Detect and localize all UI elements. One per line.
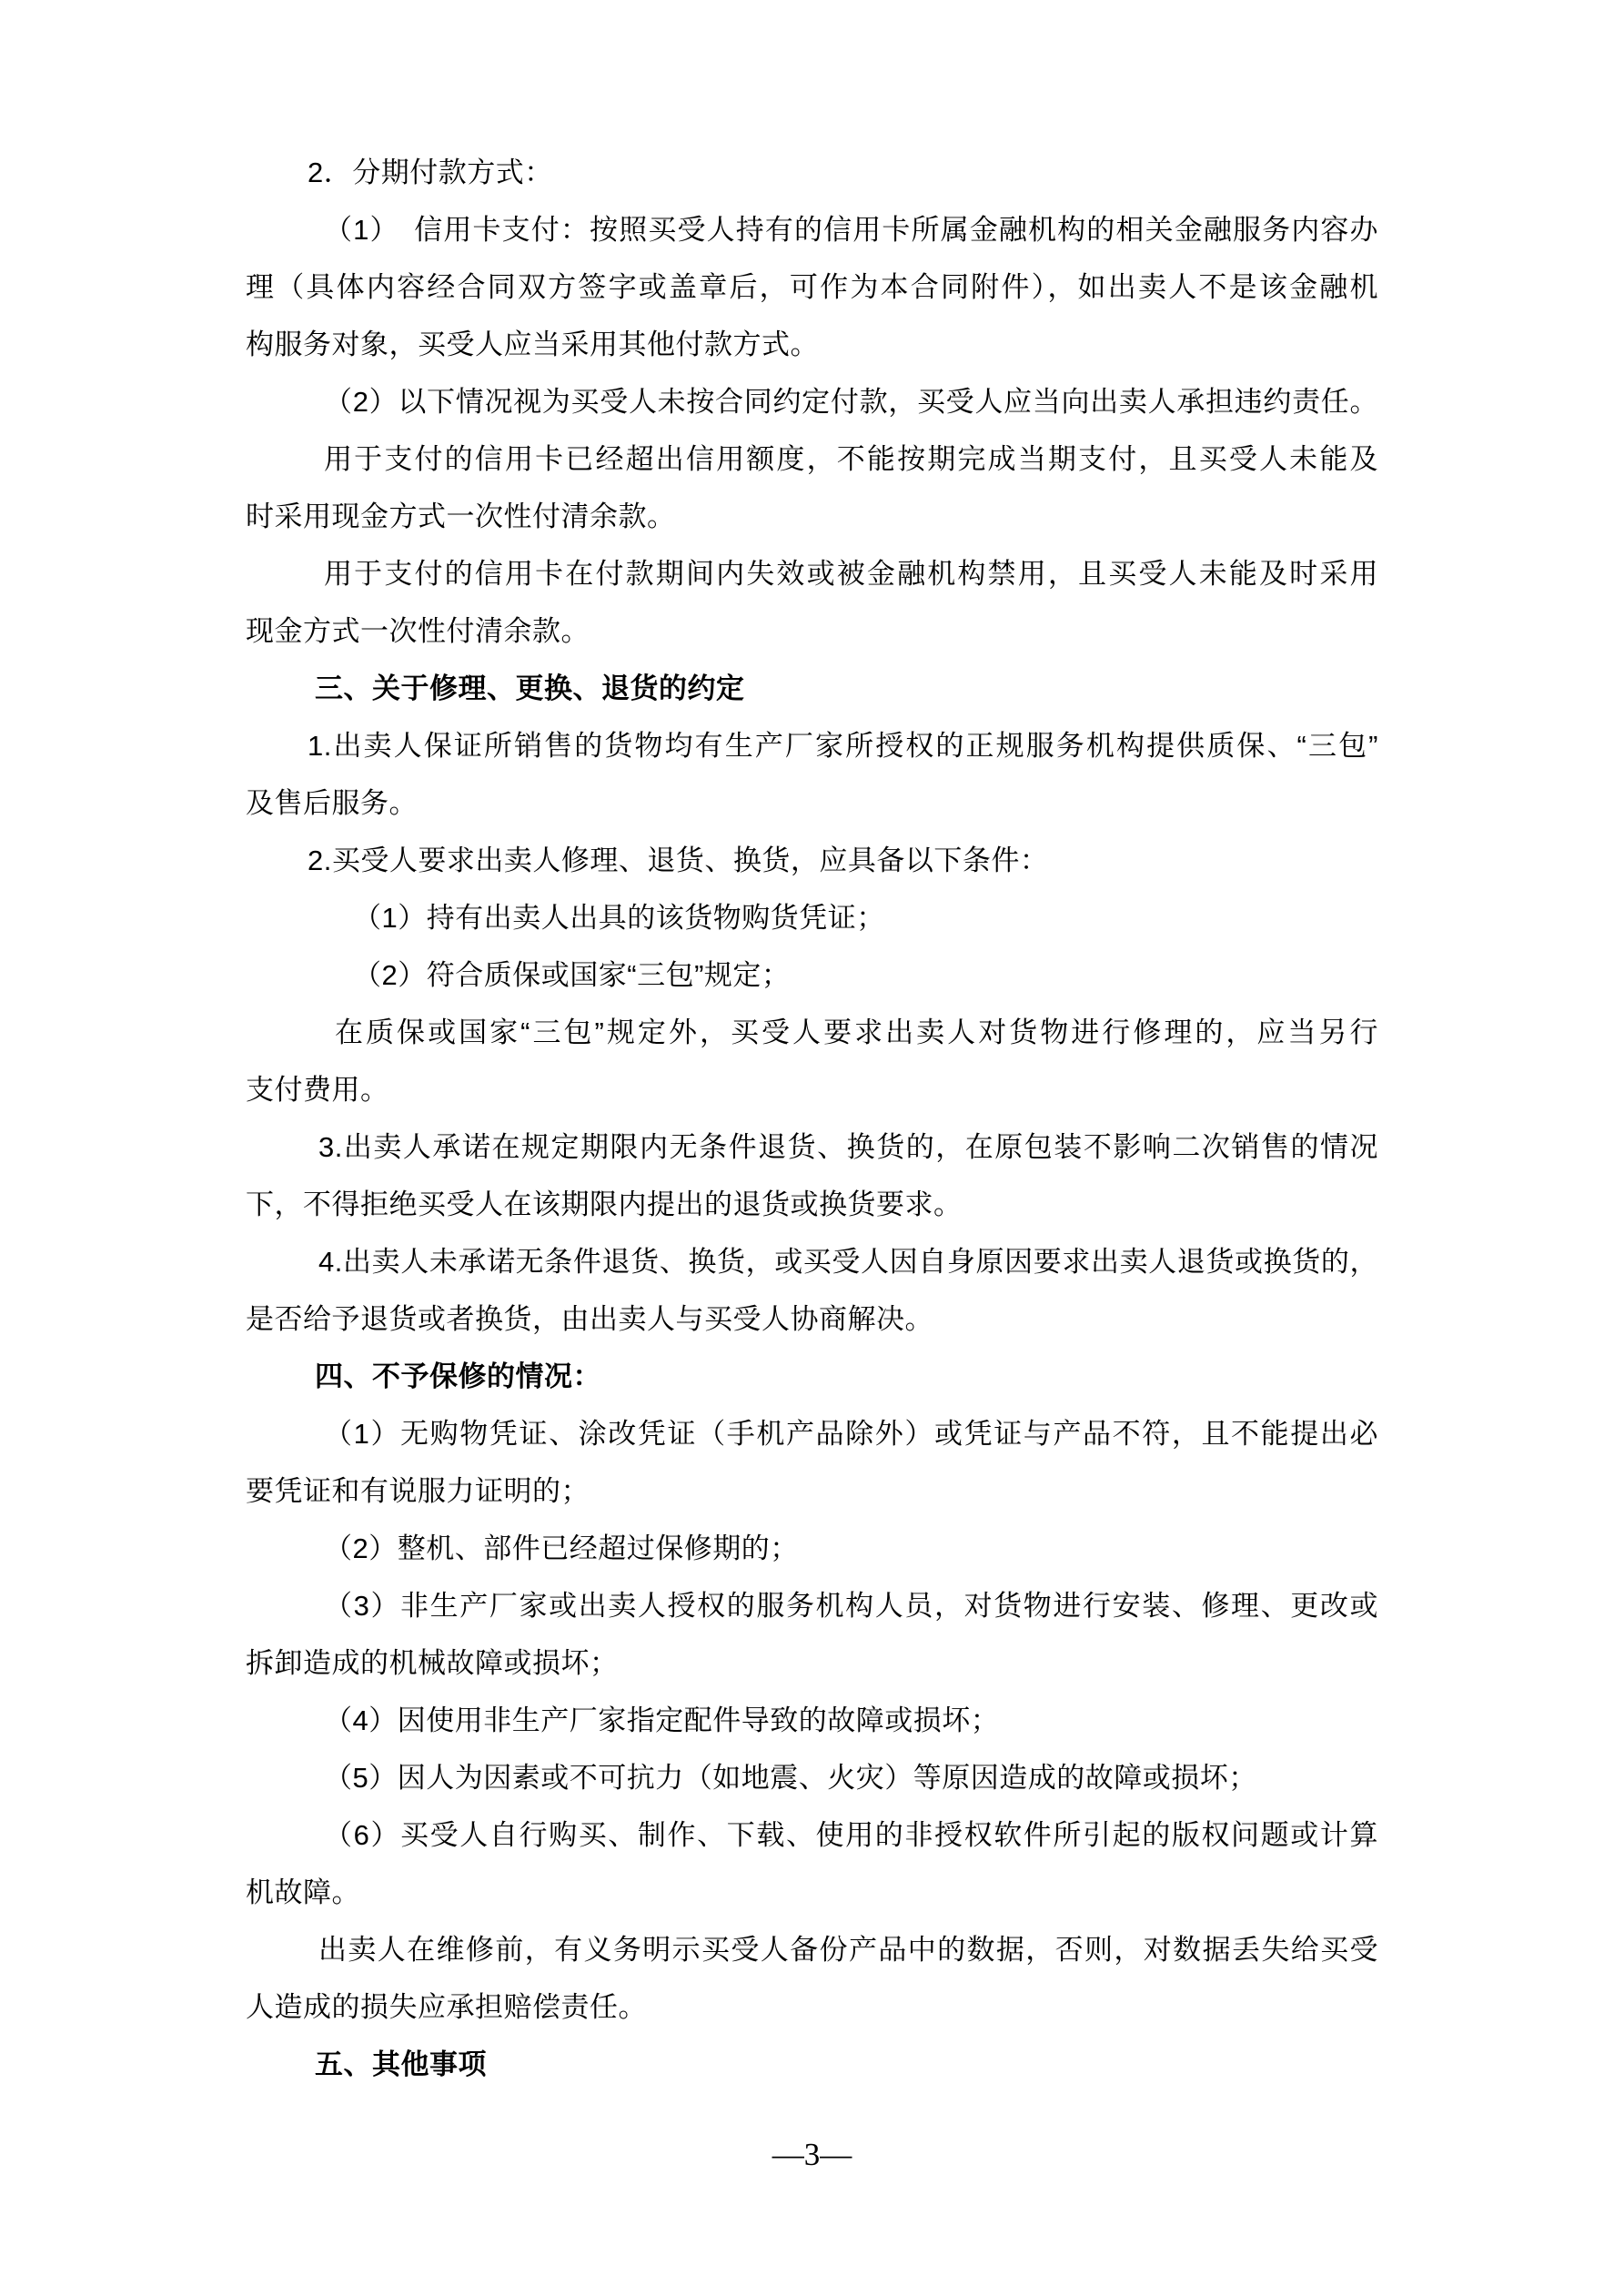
clause-line: （2）符合质保或国家“三包”规定； xyxy=(353,959,791,991)
clause-line: 及售后服务。 xyxy=(246,787,418,819)
clause-line: 3.出卖人承诺在规定期限内无条件退货、换货的，在原包装不影响二次销售的情况 xyxy=(318,1131,1378,1163)
clause-line: 理（具体内容经合同双方签字或盖章后，可作为本合同附件），如出卖人不是该金融机 xyxy=(246,271,1378,303)
clause-line: 出卖人在维修前，有义务明示买受人备份产品中的数据，否则，对数据丢失给买受 xyxy=(318,1934,1378,1966)
clause-line: （5）因人为因素或不可抗力（如地震、火灾）等原因造成的故障或损坏； xyxy=(324,1762,1257,1794)
clause-line: （1）无购物凭证、涂改凭证（手机产品除外）或凭证与产品不符，且不能提出必 xyxy=(324,1418,1378,1450)
clause-line: 2．分期付款方式： xyxy=(308,157,553,188)
clause-line: （4）因使用非生产厂家指定配件导致的故障或损坏； xyxy=(324,1704,1000,1736)
clause-line: （1） 信用卡支付：按照买受人持有的信用卡所属金融机构的相关金融服务内容办 xyxy=(324,214,1378,246)
clause-line: 1.出卖人保证所销售的货物均有生产厂家所授权的正规服务机构提供质保、“三包” xyxy=(308,730,1378,762)
clause-line: 4.出卖人未承诺无条件退货、换货，或买受人因自身原因要求出卖人退货或换货的， xyxy=(318,1246,1378,1278)
clause-line: （6）买受人自行购买、制作、下载、使用的非授权软件所引起的版权问题或计算 xyxy=(324,1819,1378,1851)
section-heading: 四、不予保修的情况： xyxy=(315,1360,601,1392)
clause-line: 支付费用。 xyxy=(246,1074,389,1106)
clause-line: 是否给予退货或者换货，由出卖人与买受人协商解决。 xyxy=(246,1303,933,1335)
clause-line: 用于支付的信用卡已经超出信用额度，不能按期完成当期支付，且买受人未能及 xyxy=(324,443,1378,475)
clause-line: （1）持有出卖人出具的该货物购货凭证； xyxy=(353,902,885,934)
clause-line: 人造成的损失应承担赔偿责任。 xyxy=(246,1991,647,2023)
clause-line: 下，不得拒绝买受人在该期限内提出的退货或换货要求。 xyxy=(246,1188,963,1220)
clause-line: 2.买受人要求出卖人修理、退货、换货，应具备以下条件： xyxy=(308,845,1049,876)
section-heading: 三、关于修理、更换、退货的约定 xyxy=(315,673,745,704)
section-heading: 五、其他事项 xyxy=(315,2048,487,2080)
clause-line: 现金方式一次性付清余款。 xyxy=(246,615,590,647)
clause-line: 要凭证和有说服力证明的； xyxy=(246,1475,590,1507)
clause-line: （2）整机、部件已经超过保修期的； xyxy=(324,1532,799,1564)
clause-line: （2）以下情况视为买受人未按合同约定付款，买受人应当向出卖人承担违约责任。 xyxy=(324,386,1378,418)
clause-line: 机故障。 xyxy=(246,1876,360,1908)
clause-line: 在质保或国家“三包”规定外，买受人要求出卖人对货物进行修理的，应当另行 xyxy=(335,1017,1378,1048)
clause-line: 时采用现金方式一次性付清余款。 xyxy=(246,501,676,532)
clause-line: 拆卸造成的机械故障或损坏； xyxy=(246,1647,619,1679)
clause-line: 构服务对象，买受人应当采用其他付款方式。 xyxy=(246,329,819,360)
page-number: —3— xyxy=(772,2137,852,2172)
clause-line: 用于支付的信用卡在付款期间内失效或被金融机构禁用，且买受人未能及时采用 xyxy=(324,558,1378,590)
clause-line: （3）非生产厂家或出卖人授权的服务机构人员，对货物进行安装、修理、更改或 xyxy=(324,1590,1378,1622)
